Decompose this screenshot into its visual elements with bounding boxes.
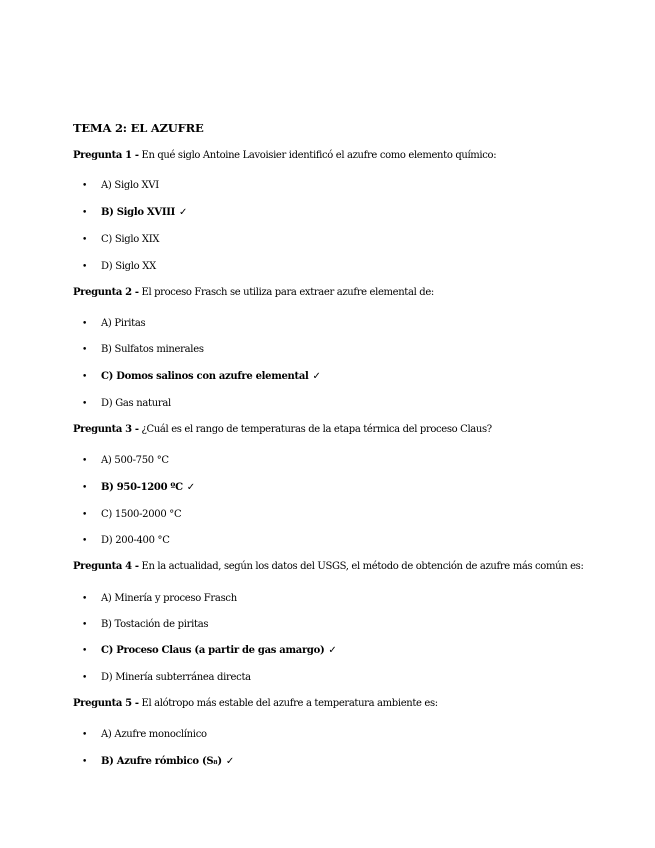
option-text: A) Minería y proceso Frasch bbox=[101, 593, 237, 604]
bullet-icon: • bbox=[82, 345, 88, 355]
question-1 bbox=[73, 150, 496, 161]
bullet-icon: • bbox=[82, 262, 88, 272]
option-text: B) Siglo XVIII bbox=[101, 207, 175, 218]
option-4d bbox=[82, 672, 251, 683]
bullet-icon: • bbox=[82, 594, 88, 604]
option-text: B) Tostación de piritas bbox=[101, 619, 209, 630]
question-label: Pregunta 4 - bbox=[73, 561, 139, 572]
question-label: Pregunta 3 - bbox=[73, 424, 139, 435]
question-3 bbox=[73, 424, 492, 435]
option-text: D) Minería subterránea directa bbox=[101, 672, 251, 683]
bullet-icon: • bbox=[82, 399, 88, 409]
bullet-icon: • bbox=[82, 372, 88, 382]
bullet-icon: • bbox=[82, 620, 88, 630]
bullet-icon: • bbox=[82, 181, 88, 191]
option-5a bbox=[82, 729, 207, 740]
option-3d bbox=[82, 535, 170, 546]
question-5 bbox=[73, 698, 438, 709]
option-2a bbox=[82, 318, 145, 329]
bullet-icon: • bbox=[82, 483, 88, 493]
option-1c bbox=[82, 234, 159, 245]
check-icon: ✓ bbox=[225, 756, 234, 767]
option-text: D) Gas natural bbox=[101, 398, 171, 409]
check-icon: ✓ bbox=[312, 371, 321, 382]
option-3c bbox=[82, 509, 181, 520]
option-2b bbox=[82, 344, 204, 355]
option-1a bbox=[82, 180, 159, 191]
option-4b bbox=[82, 619, 208, 630]
option-5b bbox=[82, 756, 234, 767]
option-2c bbox=[82, 371, 321, 382]
question-label: Pregunta 2 - bbox=[73, 287, 139, 298]
question-4 bbox=[73, 561, 583, 572]
check-icon: ✓ bbox=[328, 645, 337, 656]
option-text: D) 200-400 °C bbox=[101, 535, 170, 546]
question-text: ¿Cuál es el rango de temperaturas de la etapa térmica del proceso Claus? bbox=[141, 424, 492, 435]
option-text: A) Piritas bbox=[101, 318, 146, 329]
option-text: C) Domos salinos con azufre elemental bbox=[101, 371, 309, 382]
option-3a bbox=[82, 455, 169, 466]
page-title: TEMA 2: EL AZUFRE bbox=[73, 121, 204, 135]
option-1d bbox=[82, 261, 156, 272]
question-text: En la actualidad, según los datos del USGS, el método de obtención de azufre más común es: bbox=[141, 561, 584, 572]
bullet-icon: • bbox=[82, 730, 88, 740]
bullet-icon: • bbox=[82, 235, 88, 245]
option-text: A) Siglo XVI bbox=[101, 180, 159, 191]
bullet-icon: • bbox=[82, 646, 88, 656]
option-text: D) Siglo XX bbox=[101, 261, 156, 272]
question-label: Pregunta 1 - bbox=[73, 150, 139, 161]
bullet-icon: • bbox=[82, 536, 88, 546]
option-text: B) Azufre rómbico (S₈) bbox=[101, 756, 222, 767]
question-text: En qué siglo Antoine Lavoisier identificó el azufre como elemento químico: bbox=[141, 150, 497, 161]
option-text: A) Azufre monoclínico bbox=[101, 729, 207, 740]
question-text: El alótropo más estable del azufre a temperatura ambiente es: bbox=[141, 698, 438, 709]
option-text: C) Proceso Claus (a partir de gas amargo) bbox=[101, 645, 325, 656]
bullet-icon: • bbox=[82, 319, 88, 329]
question-label: Pregunta 5 - bbox=[73, 698, 139, 709]
option-text: B) 950-1200 ºC bbox=[101, 482, 183, 493]
option-4c bbox=[82, 645, 337, 656]
option-text: C) Siglo XIX bbox=[101, 234, 160, 245]
option-2d bbox=[82, 398, 171, 409]
option-text: B) Sulfatos minerales bbox=[101, 344, 204, 355]
bullet-icon: • bbox=[82, 456, 88, 466]
option-text: C) 1500-2000 °C bbox=[101, 509, 182, 520]
option-1b bbox=[82, 207, 187, 218]
option-3b bbox=[82, 482, 195, 493]
option-text: A) 500-750 °C bbox=[101, 455, 169, 466]
bullet-icon: • bbox=[82, 673, 88, 683]
check-icon: ✓ bbox=[186, 482, 195, 493]
check-icon: ✓ bbox=[178, 207, 188, 218]
question-text: El proceso Frasch se utiliza para extraer azufre elemental de: bbox=[141, 287, 434, 298]
option-4a bbox=[82, 593, 237, 604]
bullet-icon: • bbox=[82, 757, 88, 767]
bullet-icon: • bbox=[82, 510, 88, 520]
question-2 bbox=[73, 287, 434, 298]
bullet-icon: • bbox=[82, 208, 88, 218]
